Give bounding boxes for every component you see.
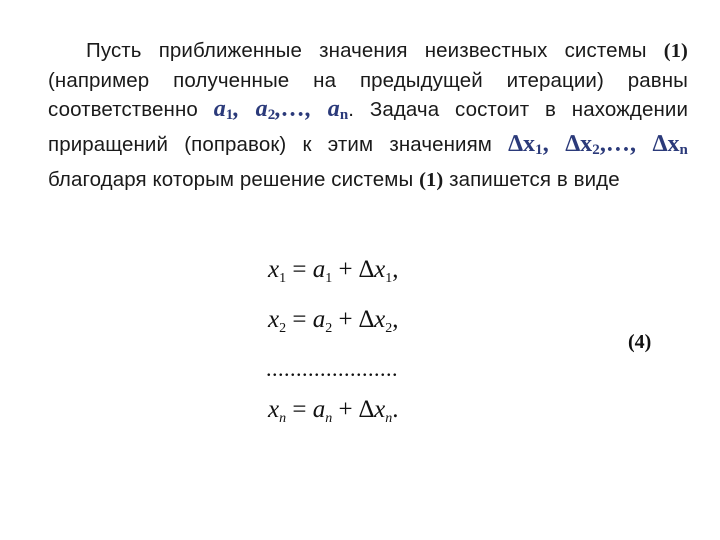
text-part-3: . Задача состоит в нахождении приращений (поправок) к этим значениям bbox=[48, 98, 688, 156]
increment-dxn: $\Delta x_n$ bbox=[652, 131, 688, 158]
value-an: $a_n$ bbox=[327, 96, 349, 123]
value-a2: $a_2$ bbox=[255, 96, 276, 123]
equation-1: $x_1 = a_1 + \Delta x_1$, bbox=[268, 256, 399, 286]
increment-dx1: $\Delta x_1$ bbox=[508, 131, 543, 158]
equation-number: (4) bbox=[628, 331, 652, 353]
increment-dx2: $\Delta x_2$ bbox=[565, 131, 600, 158]
text-part-4: благодаря которым решение системы bbox=[48, 168, 420, 191]
separator: , bbox=[233, 96, 256, 122]
separator: ,…, bbox=[599, 131, 653, 157]
separator: , bbox=[542, 131, 566, 157]
equation-n: $x_n = a_n + \Delta x_n$. bbox=[268, 396, 399, 426]
text-part-1: Пусть приближенные значения неизвестных системы bbox=[86, 39, 647, 62]
ellipsis-row: ...................... bbox=[266, 356, 398, 381]
value-a1: $a_1$ bbox=[213, 96, 234, 123]
system-ref-2: (1) bbox=[419, 169, 444, 191]
text-part-2: (например полученные на предыдущей итерации) равны соответственно bbox=[48, 69, 688, 121]
separator: ,…, bbox=[275, 96, 328, 122]
system-ref-1: (1) bbox=[663, 40, 688, 62]
problem-statement bbox=[48, 36, 688, 195]
text-part-5: запишется в виде bbox=[443, 168, 620, 191]
equation-2: $x_2 = a_2 + \Delta x_2$, bbox=[268, 306, 399, 336]
